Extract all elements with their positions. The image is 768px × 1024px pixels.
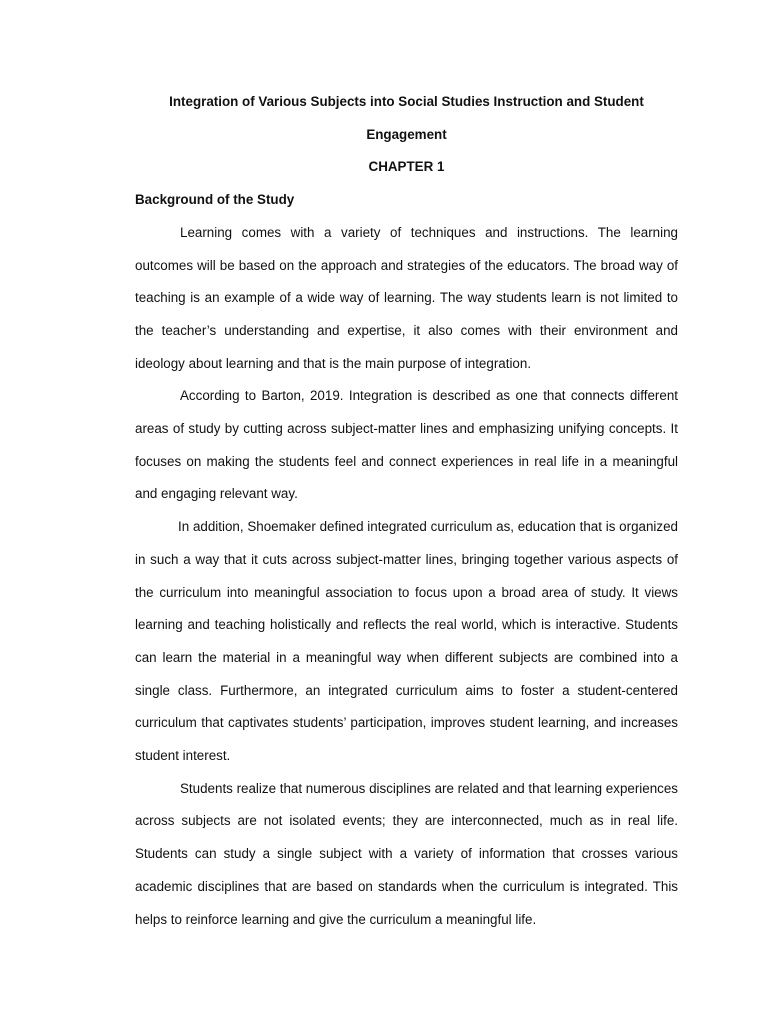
paragraph: According to Barton, 2019. Integration is described as one that connects different areas of study by cutting across subject-matter lines and emphasizing unifying concepts. It focuses on making the students feel and connect experiences in real life in a meaningful and engaging relevant way. bbox=[135, 388, 678, 502]
document-title: Integration of Various Subjects into Social Studies Instruction and Student Engagement bbox=[169, 94, 644, 142]
chapter-heading: CHAPTER 1 bbox=[368, 159, 445, 175]
section-heading: Background of the Study bbox=[135, 192, 295, 208]
paragraph: In addition, Shoemaker defined integrated curriculum as, education that is organized in such a way that it cuts across subject-matter lines, bringing together various aspects of the curriculum into meaningful association to focus upon a broad area of study. It views learning and teaching holistically and reflects the real world, which is interactive. Students can learn the material in a meaningful way when different subjects are combined into a single class. Furthermore, an integrated curriculum aims to foster a student-centered curriculum that captivates students’ participation, improves student learning, and increases student interest. bbox=[135, 519, 678, 764]
document-body bbox=[135, 86, 678, 936]
paragraph: Learning comes with a variety of techniques and instructions. The learning outcomes will be based on the approach and strategies of the educators. The broad way of teaching is an example of a wide way of learning. The way students learn is not limited to the teacher’s understanding and expertise, it also comes with their environment and ideology about learning and that is the main purpose of integration. bbox=[135, 224, 678, 371]
paragraph: Students realize that numerous disciplines are related and that learning experiences across subjects are not isolated events; they are interconnected, much as in real life. Students can study a single subject with a variety of information that crosses various academic disciplines that are based on standards when the curriculum is integrated. This helps to reinforce learning and give the curriculum a meaningful life. bbox=[135, 780, 678, 927]
